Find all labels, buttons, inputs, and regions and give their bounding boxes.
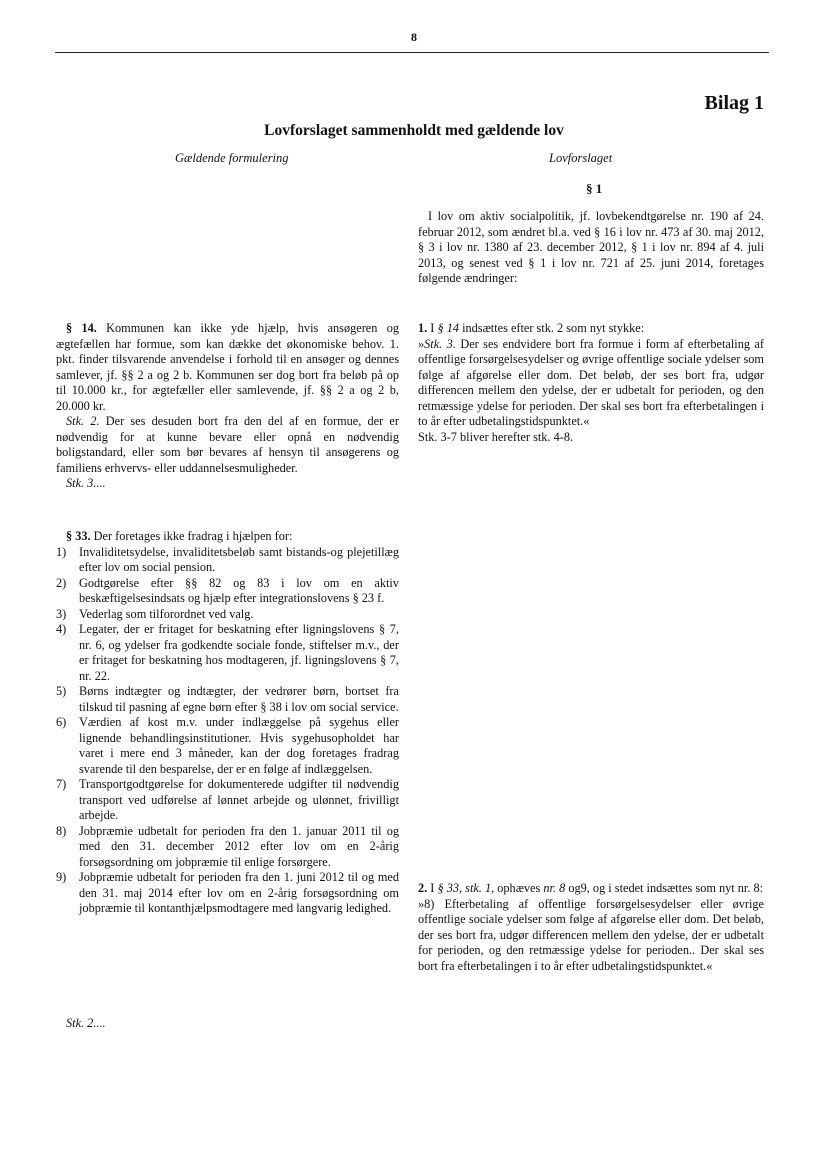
list-item-number: 9): [56, 870, 67, 884]
list-item-text: Jobpræmie udbetalt for perioden fra den 1. juni 2012 til og med den 31. maj 2014 efter lov om en 2-årig forsøgsordning om jobpræmie til kontanthjælpsmodtagere med langvarig ledighed.: [79, 870, 399, 915]
section-33-stk2: Stk. 2....: [66, 1016, 106, 1030]
list-item-number: 2): [56, 575, 67, 590]
change-2-number: 2.: [418, 881, 428, 895]
list-item-number: 7): [56, 777, 67, 791]
list-item-text: Værdien af kost m.v. under indlæggelse på sygehus eller lignende behandlingsinstitutioner. Hvis sygehusopholdet har varet i mere end 3 måneder, kan der dog foretages fradrag svarende til den besparelse, der er en følge af indlæggelsen.: [79, 715, 399, 776]
list-item-number: 5): [56, 684, 67, 698]
list-item-number: 6): [56, 715, 67, 729]
list-item: [56, 545, 399, 576]
change-2-post: og9, og i stedet indsættes som nyt nr. 8:: [565, 881, 764, 895]
list-item-text: Transportgodtgørelse for dokumenterede udgifter til nødvendig transport ved udførelse af lønnet arbejde og ulønnet, frivilligt arbejde.: [79, 777, 399, 822]
change-1-quote-text: Der ses endvidere bort fra formue i form af efterbetaling af offentlige forsørgelsesydelser og øvrige offentlige sociale ydelser som følge af afgørelse eller dom. Det beløb, der ses bort fra, udgør differencen mellem den ydelse, der er udbetalt for perioden, og den retmæssige ydelse for perioden. Der skal ses bort fra efterbetalingen i to år efter udbetalingstidspunktet.«: [418, 336, 764, 428]
section-14-stk2-label: Stk. 2.: [66, 414, 100, 428]
change-2-pre: I: [427, 881, 438, 895]
list-item-number: 4): [56, 622, 67, 636]
change-2-ref-1: § 33, stk. 1,: [437, 881, 495, 895]
current-section-14: [56, 321, 399, 492]
section-33-list: [56, 545, 399, 917]
list-item: [56, 576, 399, 607]
list-item: [56, 607, 399, 623]
change-2: [418, 881, 764, 974]
section-14-stk2-text: Der ses desuden bort fra den del af en formue, der er nødvendig for at kunne bevare eller opnå en nødvendig boligstandard, eller som bør bevares af hensyn til ansøgerens og familiens erhvervs- eller uddannelsesmuligheder.: [56, 414, 399, 475]
list-item-text: Vederlag som tilforordnet ved valg.: [79, 606, 254, 621]
change-1-stk-label: Stk. 3.: [424, 336, 456, 351]
header-rule: [55, 52, 769, 53]
current-section-33: [56, 529, 399, 917]
change-1: [418, 321, 764, 445]
list-item-text: Invaliditetsydelse, invaliditetsbeløb samt bistands-og plejetillæg efter lov om social pension.: [79, 544, 399, 574]
section-14-stk2: [56, 414, 399, 476]
section-14-label: § 14.: [66, 321, 97, 335]
left-column-heading: Gældende formulering: [175, 151, 289, 165]
list-item-number: 1): [56, 544, 67, 559]
section-14-stk3: Stk. 3....: [66, 476, 106, 490]
change-2-intro: [418, 881, 764, 897]
section-33-lead: [56, 529, 399, 545]
section-33-stk2-wrap: [56, 1016, 256, 1032]
document-title: Lovforslaget sammenholdt med gældende lov: [264, 122, 564, 139]
change-2-ref-2: nr. 8: [543, 881, 566, 895]
change-1-ref: § 14: [437, 321, 460, 335]
appendix-label: Bilag 1: [704, 92, 764, 114]
right-column-heading: Lovforslaget: [549, 151, 613, 165]
change-1-number: 1.: [418, 321, 428, 335]
list-item: [56, 824, 399, 871]
page-number: 8: [411, 30, 417, 44]
change-1-intro: [418, 321, 764, 337]
list-item-number: 8): [56, 823, 67, 838]
list-item: [56, 777, 399, 824]
list-item-text: Godtgørelse efter §§ 82 og 83 i lov om en aktiv beskæftigelsesindsats og hjælp efter integrationslovens § 23 f.: [79, 575, 399, 605]
list-item-text: Børns indtægter og indtægter, der vedrører børn, bortset fra tilskud til pasning af egne børn efter § 38 i lov om social service.: [79, 684, 399, 714]
list-item: [56, 715, 399, 777]
change-2-mid: ophæves: [494, 881, 544, 895]
list-item: [56, 622, 399, 684]
change-1-ref-post: indsættes efter stk. 2 som nyt stykke:: [459, 321, 645, 335]
list-item-text: Jobpræmie udbetalt for perioden fra den 1. januar 2011 til og med den 31. december 2012 efter lov om en 2-årig forsøgsordning om jobpræmie til enlige forsørgere.: [79, 823, 399, 869]
section-mark: § 1: [586, 181, 603, 196]
bill-intro: [418, 209, 764, 287]
change-2-quote: »8) Efterbetaling af offentlige forsørgelsesydelser eller øvrige offentlige sociale ydelser som følge af afgørelse eller dom. Det beløb, der ses bort fra, udgør differencen mellem den ydelse, der er udbetalt for perioden, og den retmæssige ydelse for perioden.. Der skal ses bort fra efterbetalingen i to år efter udbetalingstidspunktet.«: [418, 896, 764, 973]
change-1-quote-open: »: [418, 336, 425, 351]
section-14-text: Kommunen kan ikke yde hjælp, hvis ansøgeren og ægtefællen har formue, som kan dække det økonomiske behov. 1. pkt. finder tilsvarende anvendelse i forhold til en ansøger og dennes samlever, jf. §§ 2 a og 2 b. Kommunen ser dog bort fra beløb på op til 10.000 kr., for ægtefæller eller samlevende, jf. §§ 2 a og 2 b, 20.000 kr.: [56, 321, 400, 413]
list-item: [56, 870, 399, 917]
list-item-text: Legater, der er fritaget for beskatning efter ligningslovens § 7, nr. 6, og ydelser fra godkendte sociale fonde, stiftelser m.v., der er fritaget for beskatning hos modtageren, jf. ligningslovens § 7, nr. 22.: [79, 622, 399, 683]
section-33-lead-text: Der foretages ikke fradrag i hjælpen for:: [90, 529, 293, 543]
change-1-quote: [418, 337, 764, 430]
section-33-label: § 33.: [66, 529, 91, 543]
list-item: [56, 684, 399, 715]
change-1-ref-pre: I: [427, 321, 438, 335]
change-1-after: Stk. 3-7 bliver herefter stk. 4-8.: [418, 429, 574, 444]
section-14-paragraph: [56, 321, 399, 414]
list-item-number: 3): [56, 606, 67, 621]
bill-intro-text: I lov om aktiv socialpolitik, jf. lovbekendtgørelse nr. 190 af 24. februar 2012, som ændret bl.a. ved § 16 i lov nr. 473 af 30. maj 2012, § 3 i lov nr. 1380 af 23. december 2012, § 1 i lov nr. 894 af 4. juli 2013, og senest ved § 1 i lov nr. 721 af 25. juni 2014, foretages følgende ændringer:: [418, 209, 764, 285]
